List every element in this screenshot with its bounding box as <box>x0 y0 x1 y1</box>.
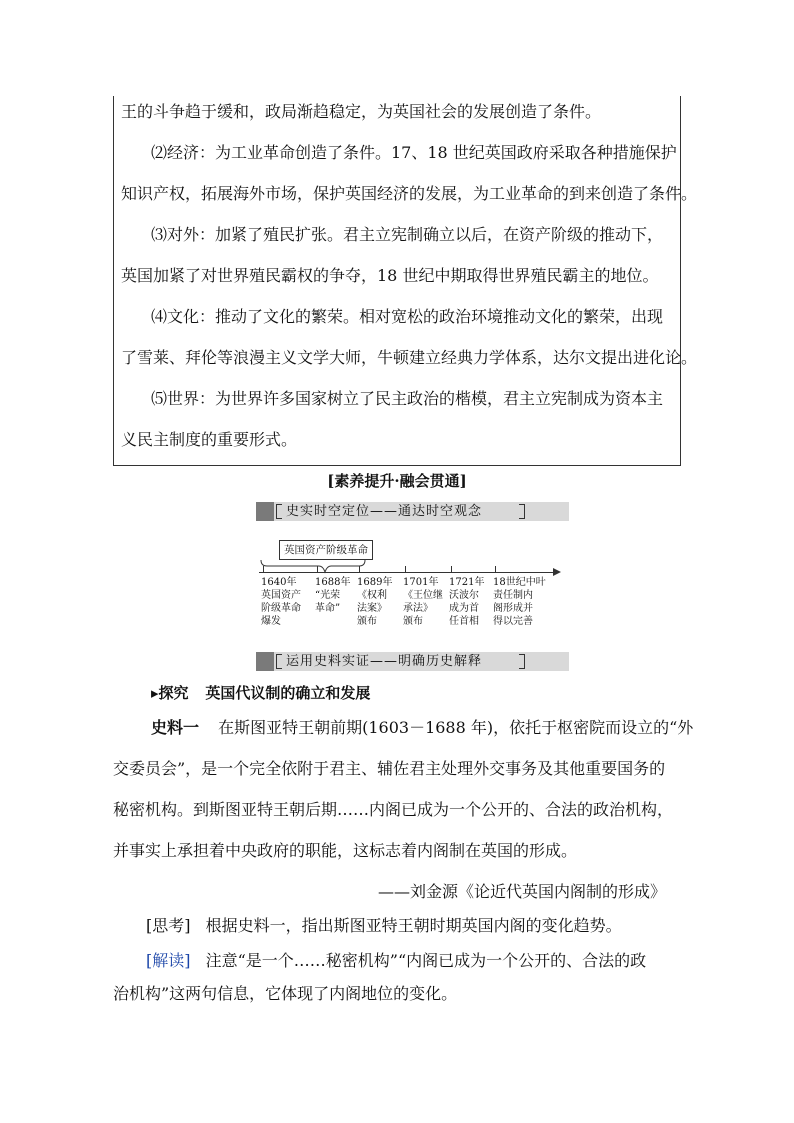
box-line: 了雪莱、拜伦等浪漫主义文学大师，牛顿建立经典力学体系，达尔文提出进化论。 <box>121 348 698 367</box>
timeline-tick <box>451 566 452 572</box>
timeline-event: 18世纪中叶 责任制内 阁形成并 得以完善 <box>493 577 546 627</box>
box-line: 英国加紧了对世界殖民霸权的争夺，18 世纪中期取得世界殖民霸主的地位。 <box>121 266 659 285</box>
timeline-event: 1688年 “光荣 革命” <box>315 577 351 614</box>
banner-block <box>256 502 274 521</box>
source-citation: ——刘金源《论近代英国内阁制的形成》 <box>377 882 666 901</box>
interpret-line: 治机构”这两句信息，它体现了内阁地位的变化。 <box>113 984 458 1003</box>
banner-evidence <box>256 652 569 671</box>
think-tag: [思考] <box>146 916 191 935</box>
bracket-right <box>519 654 525 669</box>
timeline-tick <box>317 566 318 572</box>
timeline-diagram <box>255 532 575 642</box>
timeline-arrow <box>553 568 561 576</box>
box-line: ⑵经济：为工业革命创造了条件。17、18 世纪英国政府采取各种措施保护 <box>151 143 677 162</box>
explore-title: 英国代议制的确立和发展 <box>205 684 371 702</box>
banner-timeline <box>256 502 569 521</box>
timeline-event: 1640年 英国资产 阶级革命 爆发 <box>261 577 301 627</box>
timeline-event: 1701年 《王位继 承法》 颁布 <box>403 577 443 627</box>
think-text: 根据史料一，指出斯图亚特王朝时期英国内阁的变化趋势。 <box>205 916 622 935</box>
source-line: 秘密机构。到斯图亚特王朝后期……内阁已成为一个公开的、合法的政治机构， <box>113 800 674 819</box>
banner-text: 运用史料实证——明确历史解释 <box>286 654 483 669</box>
source-line: 交委员会”，是一个完全依附于君主、辅佐君主处理外交事务及其他重要国务的 <box>113 759 666 778</box>
summary-box <box>113 96 698 466</box>
timeline-tick <box>405 566 406 572</box>
explore-marker: ▸探究 <box>151 684 189 702</box>
timeline-event: 1721年 沃波尔 成为首 任首相 <box>449 577 485 627</box>
source-line: 并事实上承担着中央政府的职能，这标志着内阁制在英国的形成。 <box>113 841 578 860</box>
interpret-line: [解读] 注意“是一个……秘密机构”“内阁已成为一个公开的、合法的政 <box>146 951 647 970</box>
timeline-label: 英国资产阶级革命 <box>279 540 373 560</box>
section-heading: [素养提升·融会贯通] <box>327 472 467 490</box>
source-label: 史料一 <box>151 718 200 737</box>
timeline-tick <box>495 566 496 572</box>
banner-text: 史实时空定位——通达时空观念 <box>286 504 483 519</box>
explore-heading <box>151 683 370 703</box>
source-line: 史料一 在斯图亚特王朝前期(1603－1688 年)，依托于枢密院而设立的“外 <box>151 718 694 737</box>
timeline-event: 1689年 《权利 法案》 颁布 <box>357 577 393 627</box>
box-line: ⑷文化：推动了文化的繁荣。相对宽松的政治环境推动文化的繁荣，出现 <box>151 307 664 326</box>
timeline-tick <box>263 566 264 572</box>
box-line: 王的斗争趋于缓和，政局渐趋稳定，为英国社会的发展创造了条件。 <box>121 102 602 121</box>
box-line: ⑸世界：为世界许多国家树立了民主政治的楷模，君主立宪制成为资本主 <box>151 389 664 408</box>
box-line: ⑶对外：加紧了殖民扩张。君主立宪制确立以后，在资产阶级的推动下， <box>151 225 664 244</box>
banner-block <box>256 652 274 671</box>
timeline-axis <box>259 572 555 573</box>
box-line: 义民主制度的重要形式。 <box>121 430 298 449</box>
bracket-right <box>519 504 525 519</box>
bracket-left <box>276 654 282 669</box>
bracket-left <box>276 504 282 519</box>
timeline-tick <box>359 566 360 572</box>
box-line: 知识产权，拓展海外市场，保护英国经济的发展，为工业革命的到来创造了条件。 <box>121 184 698 203</box>
think-line <box>146 916 622 936</box>
interpret-tag: [解读] <box>146 951 191 970</box>
